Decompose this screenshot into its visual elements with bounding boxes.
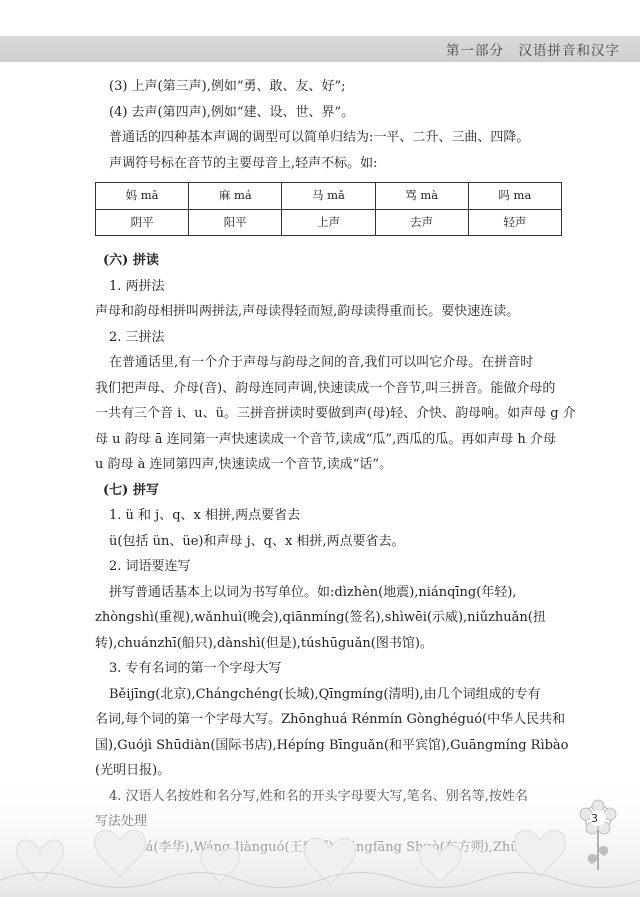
table-cell: 麻 má (189, 183, 282, 210)
table-row (96, 209, 562, 236)
tone-item-3: (3) 上声(第三声),例如“勇、敢、友、好”; (109, 79, 346, 94)
paragraph: ü(包括 ün、üe)和声母 j、q、x 相拼,两点要省去。 (109, 533, 405, 549)
subheading-proper-nouns: 3. 专有名词的第一个字母大写 (109, 661, 282, 676)
text-line: zhòngshì(重视),wǎnhuì(晚会),qiānmíng(签名),shìwēi(示威),niǔzhuǎn(扭 (95, 610, 546, 625)
text-line: u 韵母 à 连同第四声,快速读成一个音节,读成“话”。 (95, 457, 393, 472)
table-cell: 上声 (282, 209, 375, 236)
page-body (95, 74, 576, 860)
running-header: 第一部分 汉语拼音和汉字 (446, 43, 620, 59)
text-line: 转),chuánzhī(船只),dànshì(但是),túshūguǎn(图书馆)。 (95, 635, 433, 651)
table-cell: 去声 (375, 209, 468, 236)
table-cell: 妈 mā (96, 183, 189, 210)
table-cell: 轻声 (468, 209, 561, 236)
table-cell: 阴平 (96, 209, 189, 236)
subheading-u-rule: 1. ü 和 j、q、x 相拼,两点要省去 (109, 508, 301, 523)
text-line: 名词,每个词的第一个字母大写。Zhōnghuá Rénmín Gònghéguó(中华人民共和 (95, 712, 566, 727)
tone-item-4: (4) 去声(第四声),例如“建、设、世、界”。 (109, 104, 355, 120)
table-cell: 马 mǎ (282, 183, 375, 210)
subheading-two-part: 1. 两拼法 (109, 278, 165, 294)
subheading-word-joining: 2. 词语要连写 (109, 559, 191, 574)
decorative-hearts-footer (0, 770, 640, 897)
text-line: 一共有三个音 i、u、ü。三拼音拼读时要做到声(母)轻、介快、韵母响。如声母 g 介 (95, 406, 576, 421)
text-line: Běijīng(北京),Chángchéng(长城),Qīngmíng(清明),由几个词组成的专有 (109, 686, 541, 702)
table-cell: 骂 mà (375, 183, 468, 210)
section-heading-pindu: (六) 拼读 (103, 253, 159, 268)
section-heading-pinxie: (七) 拼写 (103, 482, 159, 498)
paragraph: 声母和韵母相拼叫两拼法,声母读得轻而短,韵母读得重而长。要快速连读。 (95, 304, 520, 319)
tone-table (95, 182, 562, 236)
table-row (96, 183, 562, 210)
text-line: 国),Guójì Shūdiàn(国际书店),Hépíng Bīnguǎn(和平宾馆),Guāngmíng Rìbào (95, 737, 569, 753)
subheading-three-part: 2. 三拼法 (109, 329, 165, 345)
page-number: 3 (591, 812, 598, 825)
tone-mark-note: 声调符号标在音节的主要母音上,轻声不标。如: (109, 155, 378, 171)
text-line: 在普通话里,有一个介于声母与韵母之间的音,我们可以叫它介母。在拼音时 (109, 355, 534, 370)
tone-summary: 普通话的四种基本声调的调型可以简单归结为:一平、二升、三曲、四降。 (109, 130, 530, 145)
text-line: 拼写普通话基本上以词为书写单位。如:dìzhèn(地震),niánqīng(年轻), (109, 584, 517, 600)
text-line: 母 u 韵母 ā 连同第一声快速读成一个音节,读成“瓜”,西瓜的瓜。再如声母 h 介母 (95, 431, 556, 447)
table-cell: 阳平 (189, 209, 282, 236)
table-cell: 吗 ma (468, 183, 561, 210)
text-line: 我们把声母、介母(音)、韵母连同声调,快速读成一个音节,叫三拼音。能做介母的 (95, 380, 556, 396)
